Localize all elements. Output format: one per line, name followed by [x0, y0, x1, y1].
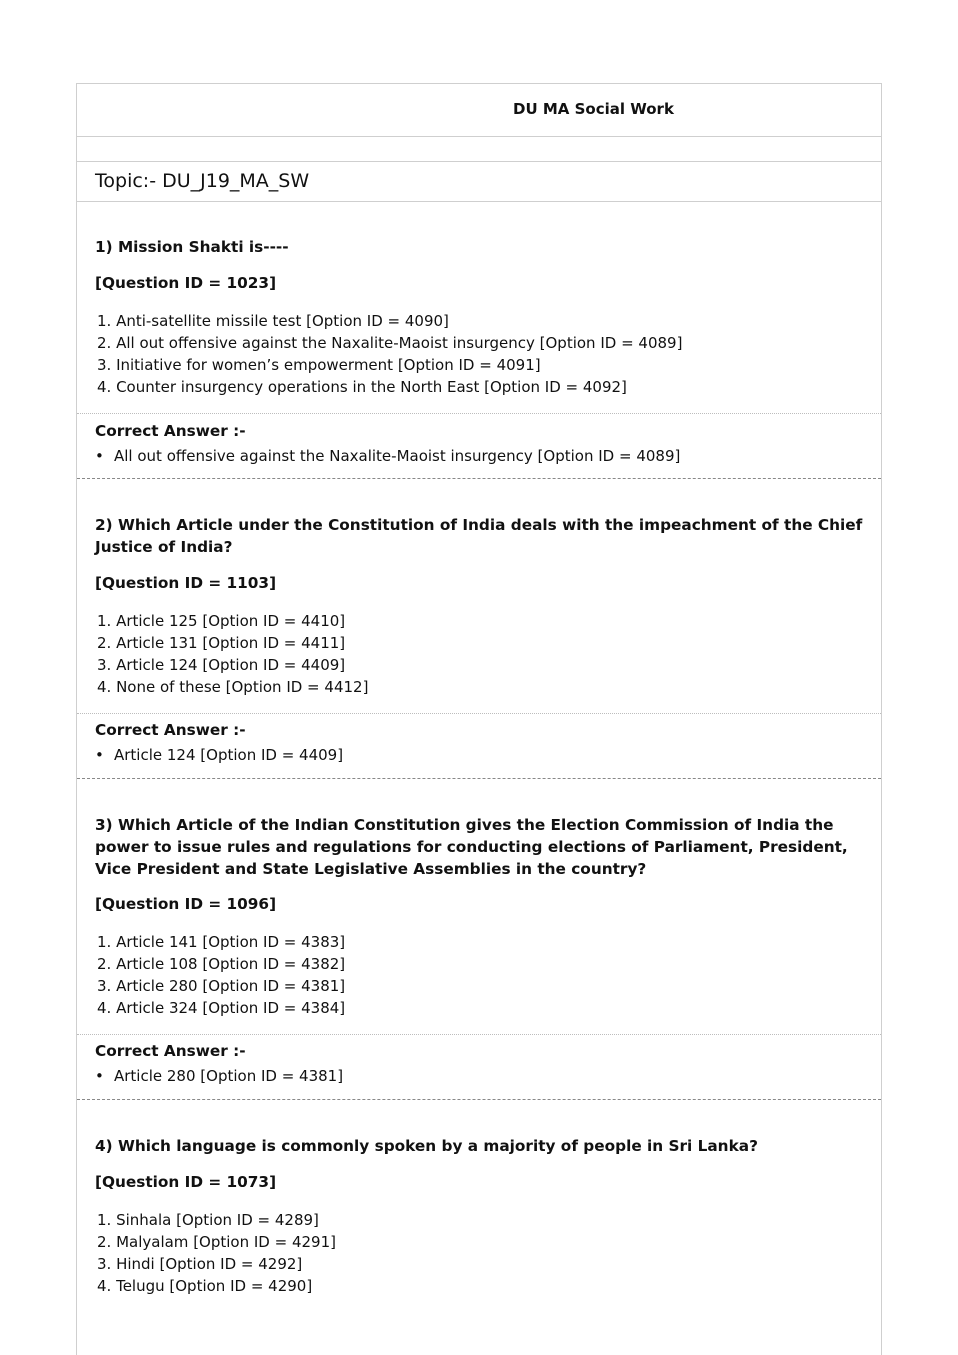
- option-item: 4. None of these [Option ID = 4412]: [97, 678, 369, 696]
- question-text: 4) Which language is commonly spoken by a majority of people in Sri Lanka?: [95, 1137, 758, 1155]
- option-item: 3. Initiative for women’s empowerment [Option ID = 4091]: [97, 356, 541, 374]
- topic-row: [77, 161, 881, 202]
- question-divider: [77, 478, 881, 479]
- bullet-icon: •: [95, 1067, 104, 1085]
- question-divider: [77, 1099, 881, 1100]
- correct-answer-label: Correct Answer :-: [95, 721, 246, 739]
- correct-answer: [95, 746, 343, 764]
- correct-answer-text: Article 280 [Option ID = 4381]: [114, 1067, 344, 1085]
- options-list: [97, 310, 682, 398]
- question-id: [Question ID = 1073]: [95, 1173, 277, 1191]
- option-item: 1. Anti-satellite missile test [Option ID = 4090]: [97, 312, 449, 330]
- spacer-row: [77, 136, 881, 162]
- options-list: [97, 1209, 336, 1297]
- answer-divider: [77, 413, 881, 414]
- question-paper: [76, 83, 882, 1355]
- topic-title: Topic:- DU_J19_MA_SW: [95, 170, 310, 192]
- correct-answer-label: Correct Answer :-: [95, 1042, 246, 1060]
- question-text: 3) Which Article of the Indian Constitution gives the Election Commission of India the power to issue rules and regulations for conducting elections of Parliament, President, Vice President and State Legislative Assemblies in the country?: [95, 816, 848, 878]
- correct-answer: [95, 1067, 343, 1085]
- option-item: 4. Counter insurgency operations in the North East [Option ID = 4092]: [97, 378, 627, 396]
- option-item: 3. Article 280 [Option ID = 4381]: [97, 977, 346, 995]
- question-id: [Question ID = 1096]: [95, 895, 277, 913]
- option-item: 1. Article 141 [Option ID = 4383]: [97, 933, 346, 951]
- options-list: [97, 610, 368, 698]
- option-item: 1. Article 125 [Option ID = 4410]: [97, 612, 346, 630]
- answer-divider: [77, 1034, 881, 1035]
- option-item: 3. Article 124 [Option ID = 4409]: [97, 656, 346, 674]
- question-id: [Question ID = 1103]: [95, 574, 277, 592]
- option-item: 4. Article 324 [Option ID = 4384]: [97, 999, 346, 1017]
- option-item: 2. Article 131 [Option ID = 4411]: [97, 634, 346, 652]
- question-divider: [77, 778, 881, 779]
- option-item: 2. Article 108 [Option ID = 4382]: [97, 955, 346, 973]
- answer-divider: [77, 713, 881, 714]
- bullet-icon: •: [95, 447, 104, 465]
- bullet-icon: •: [95, 746, 104, 764]
- option-item: 4. Telugu [Option ID = 4290]: [97, 1277, 313, 1295]
- correct-answer-text: Article 124 [Option ID = 4409]: [114, 746, 344, 764]
- correct-answer-label: Correct Answer :-: [95, 422, 246, 440]
- option-item: 1. Sinhala [Option ID = 4289]: [97, 1211, 319, 1229]
- correct-answer: [95, 447, 680, 465]
- paper-title: DU MA Social Work: [513, 100, 674, 118]
- question-text: 2) Which Article under the Constitution of India deals with the impeachment of the Chief Justice of India?: [95, 516, 863, 556]
- question-text: 1) Mission Shakti is----: [95, 238, 289, 256]
- option-item: 2. Malyalam [Option ID = 4291]: [97, 1233, 336, 1251]
- options-list: [97, 931, 345, 1019]
- question-id: [Question ID = 1023]: [95, 274, 277, 292]
- option-item: 3. Hindi [Option ID = 4292]: [97, 1255, 303, 1273]
- header-row: [77, 84, 881, 137]
- option-item: 2. All out offensive against the Naxalite-Maoist insurgency [Option ID = 4089]: [97, 334, 683, 352]
- correct-answer-text: All out offensive against the Naxalite-Maoist insurgency [Option ID = 4089]: [114, 447, 681, 465]
